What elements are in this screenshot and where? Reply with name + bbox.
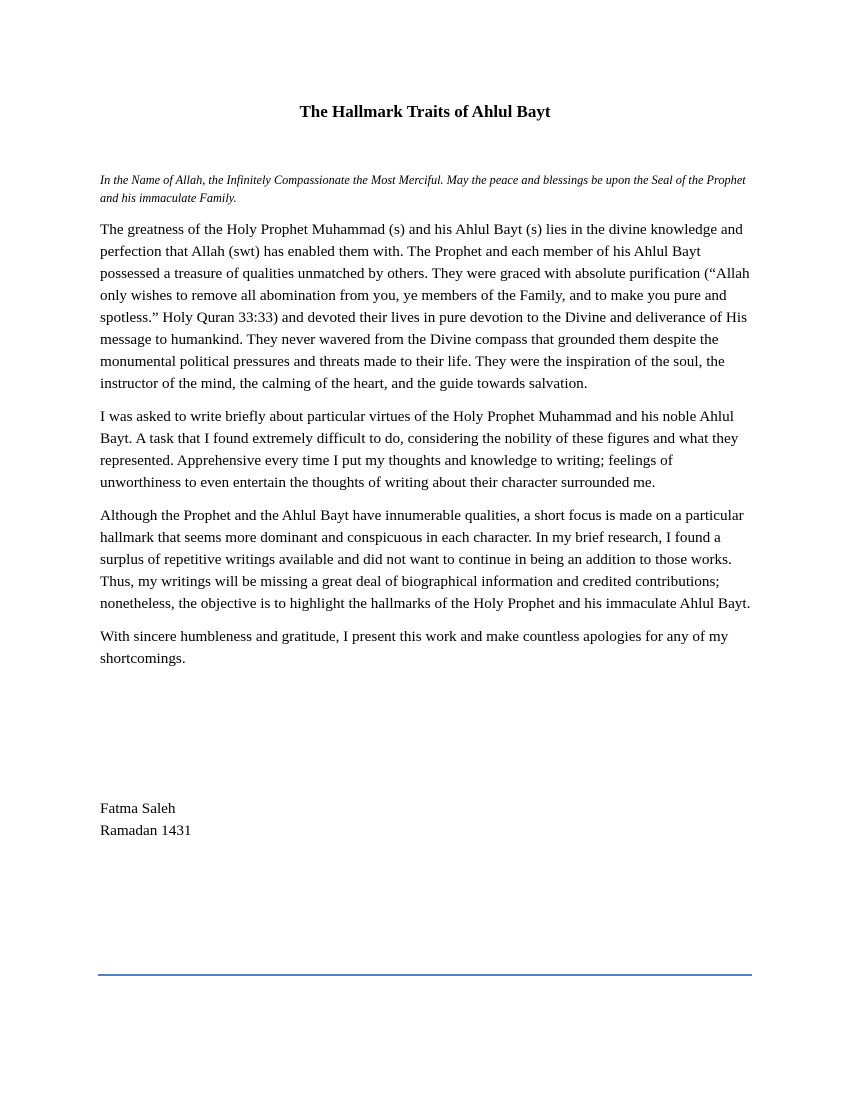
footer-divider — [98, 974, 752, 976]
signature-date: Ramadan 1431 — [100, 822, 192, 839]
paragraph-4: With sincere humbleness and gratitude, I present this work and make countless apologies for any of my shortcomings. — [100, 628, 729, 667]
paragraph-1: The greatness of the Holy Prophet Muhammad (s) and his Ahlul Bayt (s) lies in the divine knowledge and perfection that Allah (swt) has enabled them with. The Prophet and each member of his Ahlul Bayt possessed a treasure of qualities unmatched by others. They were graced with absolute purification (“Allah only wishes to remove all abomination from you, ye members of the Family, and to make you pure and spotless.” Holy Quran 33:33) and devoted their lives in pure devotion to the Divine and deliverance of His message to humankind. They never wavered from the Divine compass that grounded them despite the monumental political pressures and threats made to their life. They were the inspiration of the soul, the instructor of the mind, the calming of the heart, and the guide towards salvation. — [100, 221, 750, 392]
paragraph-2: I was asked to write briefly about particular virtues of the Holy Prophet Muhammad and his noble Ahlul Bayt. A task that I found extremely difficult to do, considering the nobility of these figures and what they represented. Apprehensive every time I put my thoughts and knowledge to writing; feelings of unworthiness to even entertain the thoughts of writing about their character surrounded me. — [100, 408, 739, 491]
paragraph-3: Although the Prophet and the Ahlul Bayt have innumerable qualities, a short focus is made on a particular hallmark that seems more dominant and conspicuous in each character. In my brief research, I found a surplus of repetitive writings available and did not want to continue in being an addition to those works. Thus, my writings will be missing a great deal of biographical information and credited contributions; nonetheless, the objective is to highlight the hallmarks of the Holy Prophet and his immaculate Ahlul Bayt. — [100, 507, 751, 612]
document-body — [100, 171, 752, 681]
signature-author: Fatma Saleh — [100, 800, 176, 817]
document-title: The Hallmark Traits of Ahlul Bayt — [299, 102, 551, 121]
invocation-text: In the Name of Allah, the Infinitely Compassionate the Most Merciful. May the peace and blessings be upon the Seal of the Prophet and his immaculate Family. — [100, 173, 746, 205]
signature-block — [100, 798, 192, 842]
